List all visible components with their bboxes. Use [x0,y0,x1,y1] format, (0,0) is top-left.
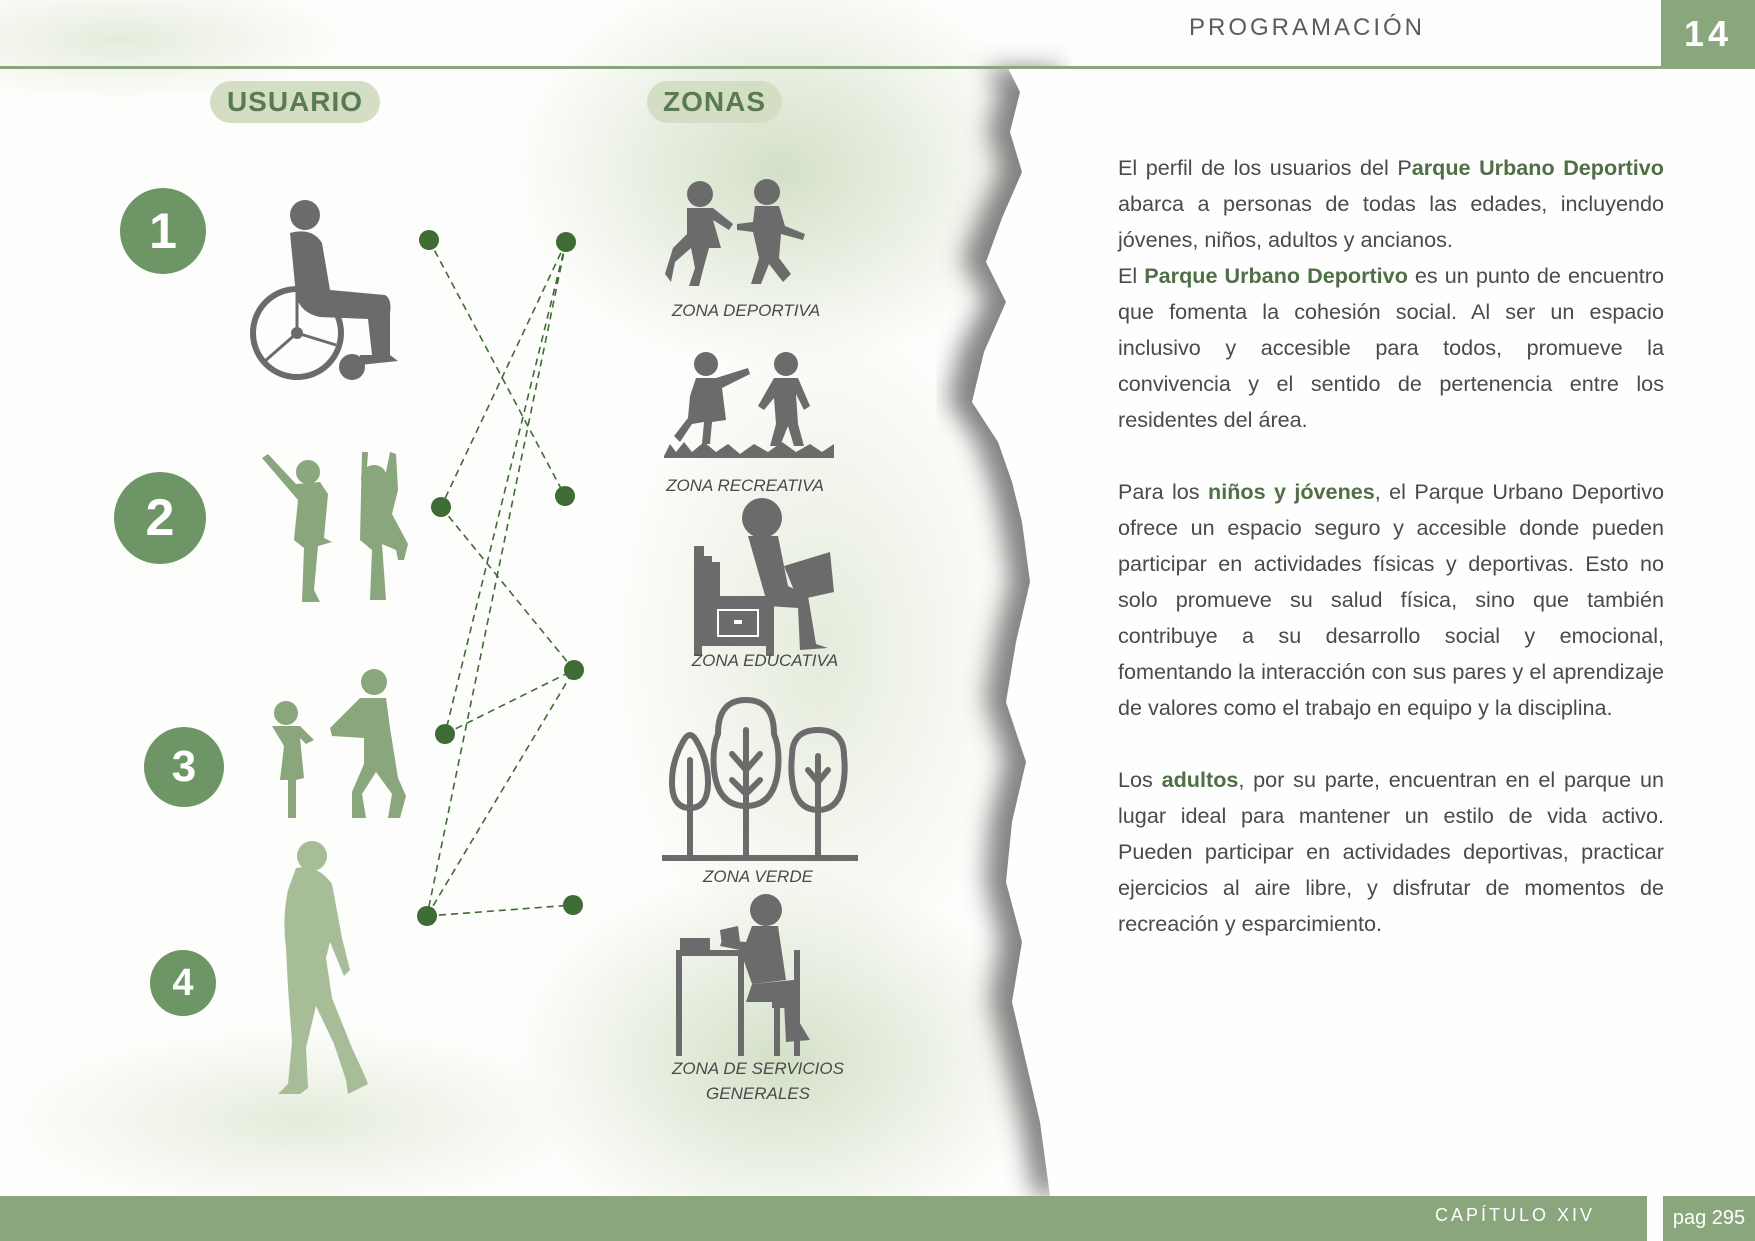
p3-text-a: Para los [1118,479,1208,504]
zone-label-recreativa: ZONA RECREATIVA [666,476,824,495]
p3-highlight: niños y jóvenes [1208,479,1375,504]
user-node-3 [435,724,455,744]
p3-text-c: , el Parque Urbano Deportivo ofrece un espacio seguro y accesible donde pueden participar en actividades físicas y deportivas. Esto no solo promueve su salud física, sino que también contribuye a su desarrollo social y emocional, fomentando la interacción con sus pares y el aprendizaje de valores como el trabajo en equipo y la disciplina. [1118,479,1664,720]
zone-node-3 [564,660,584,680]
p4-highlight: adultos [1161,767,1239,792]
user-node-2 [431,497,451,517]
paragraph-4 [1118,762,1664,942]
p1-text-c: abarca a personas de todas las edades, incluyendo jóvenes, niños, adultos y ancianos. [1118,191,1664,252]
paragraph-1 [1118,150,1664,258]
p1-highlight: arque Urbano Deportivo [1411,155,1664,180]
zone-label-verde: ZONA VERDE [703,867,813,886]
user-node-4 [417,906,437,926]
user-number-3: 3 [144,727,224,807]
zone-node-2 [555,486,575,506]
page-number: pag 295 [1663,1196,1755,1241]
zone-label-educativa: ZONA EDUCATIVA [691,651,839,670]
zone-label-servicios-line1: ZONA DE SERVICIOS [672,1059,844,1078]
p2-highlight: Parque Urbano Deportivo [1144,263,1408,288]
p2-text-c: es un punto de encuentro que fomenta la cohesión social. Al ser un espacio inclusivo y accesible para todos, promueve la convivencia y el sentido de pertenencia entre los residentes del área. [1118,263,1664,432]
zonas-heading: ZONAS [647,81,782,123]
footer-separator [1647,1196,1663,1241]
p4-text-a: Los [1118,767,1162,792]
paragraph-2 [1118,258,1664,438]
usuario-heading: USUARIO [210,81,380,123]
zone-node-4 [563,895,583,915]
chapter-number-badge: 14 [1661,0,1755,68]
p4-text-c: , por su parte, encuentran en el parque un lugar ideal para mantener un estilo de vida activo. Pueden participar en actividades deportivas, practicar ejercicios al aire libre, y disfrutar de momentos de recreación y esparcimiento. [1118,767,1664,936]
paragraph-3 [1118,474,1664,726]
p2-text-a: El [1118,263,1145,288]
user-number-1: 1 [120,188,206,274]
body-text [1118,150,1664,942]
user-node-1 [419,230,439,250]
user-number-4: 4 [150,950,216,1016]
section-title: PROGRAMACIÓN [1188,14,1425,41]
user-number-2: 2 [114,472,206,564]
p1-text-a: El perfil de los usuarios del P [1118,155,1412,180]
zone-node-1 [556,232,576,252]
zone-label-deportiva: ZONA DEPORTIVA [671,301,821,320]
footer-chapter: CAPÍTULO XIV [1434,1205,1595,1225]
zone-label-servicios-line2: GENERALES [706,1084,810,1103]
